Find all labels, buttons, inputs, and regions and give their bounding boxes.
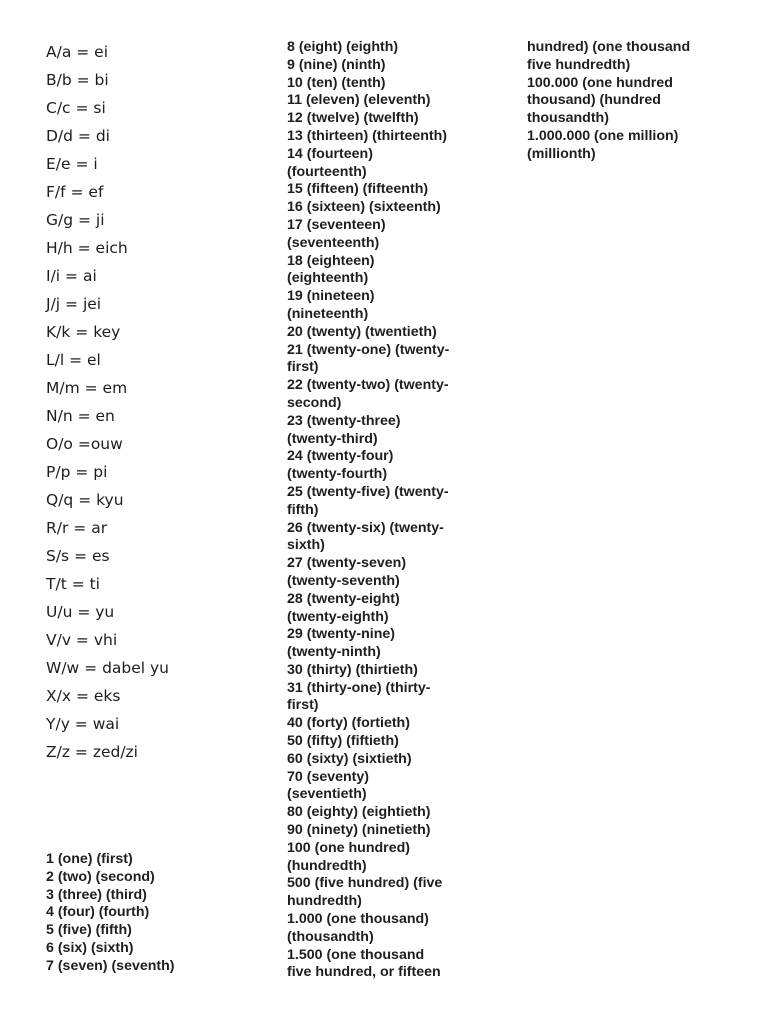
number-entry: 14 (fourteen)	[287, 145, 373, 162]
alphabet-entry: T/t = ti	[46, 575, 100, 593]
number-entry: 100 (one hundred)	[287, 839, 410, 856]
number-entry: 25 (twenty-five) (twenty-	[287, 483, 449, 500]
alphabet-entry: R/r = ar	[46, 519, 108, 537]
number-entry: first)	[287, 697, 319, 714]
alphabet-entry: C/c = si	[46, 99, 106, 117]
number-entry: 1.500 (one thousand	[287, 946, 425, 963]
alphabet-entry: I/i = ai	[46, 267, 97, 285]
number-entry: 2 (two) (second)	[46, 868, 155, 885]
alphabet-entry: Q/q = kyu	[46, 491, 124, 509]
number-entry: (thousandth)	[287, 928, 374, 945]
number-entry: 500 (five hundred) (five	[287, 875, 443, 892]
alphabet-entry: B/b = bi	[46, 71, 109, 89]
number-entry: (twenty-third)	[287, 430, 378, 447]
number-entry: 3 (three) (third)	[46, 886, 147, 903]
number-entry: 50 (fifty) (fiftieth)	[287, 733, 399, 750]
number-entry: 23 (twenty-three)	[287, 412, 401, 429]
number-entry: 28 (twenty-eight)	[287, 590, 400, 607]
number-entry: 16 (sixteen) (sixteenth)	[287, 199, 441, 216]
number-entry: 21 (twenty-one) (twenty-	[287, 341, 450, 358]
number-entry: (twenty-fourth)	[287, 466, 388, 483]
number-entry: 60 (sixty) (sixtieth)	[287, 750, 412, 767]
number-entry: fifth)	[287, 501, 319, 518]
numbers-list-column-1	[46, 851, 266, 976]
number-entry: (millionth)	[527, 145, 596, 162]
alphabet-entry: M/m = em	[46, 379, 128, 397]
number-entry: 100.000 (one hundred	[527, 74, 673, 91]
number-entry: hundredth)	[287, 893, 362, 910]
alphabet-entry: K/k = key	[46, 323, 121, 341]
number-entry: 31 (thirty-one) (thirty-	[287, 679, 431, 696]
alphabet-entry: S/s = es	[46, 547, 110, 565]
number-entry: 18 (eighteen)	[287, 252, 375, 269]
number-entry: 90 (ninety) (ninetieth)	[287, 822, 431, 839]
number-entry: 29 (twenty-nine)	[287, 626, 395, 643]
alphabet-entry: E/e = i	[46, 155, 98, 173]
alphabet-entry: U/u = yu	[46, 603, 115, 621]
number-entry: 17 (seventeen)	[287, 216, 386, 233]
number-entry: 10 (ten) (tenth)	[287, 74, 386, 91]
alphabet-entry: Z/z = zed/zi	[46, 743, 138, 761]
alphabet-entry: O/o =ouw	[46, 435, 123, 453]
number-entry: 22 (twenty-two) (twenty-	[287, 377, 449, 394]
number-entry: (nineteenth)	[287, 305, 369, 322]
number-entry: 6 (six) (sixth)	[46, 939, 134, 956]
number-entry: 13 (thirteen) (thirteenth)	[287, 127, 448, 144]
number-entry: 1.000.000 (one million)	[527, 127, 679, 144]
number-entry: 15 (fifteen) (fifteenth)	[287, 181, 429, 198]
number-entry: 7 (seven) (seventh)	[46, 957, 175, 974]
number-entry: thousand) (hundred	[527, 92, 661, 109]
number-entry: (seventieth)	[287, 786, 367, 803]
number-entry: five hundred, or fifteen	[287, 964, 441, 981]
number-entry: five hundredth)	[527, 56, 631, 73]
alphabet-entry: H/h = eich	[46, 239, 128, 257]
number-entry: 8 (eight) (eighth)	[287, 39, 399, 55]
alphabet-entry: A/a = ei	[46, 43, 109, 61]
alphabet-entry: W/w = dabel yu	[46, 659, 170, 677]
alphabet-entry: P/p = pi	[46, 463, 108, 481]
alphabet-entry: V/v = vhi	[46, 631, 118, 649]
number-entry: 80 (eighty) (eightieth)	[287, 804, 431, 821]
number-entry: 40 (forty) (fortieth)	[287, 715, 410, 732]
number-entry: (twenty-ninth)	[287, 644, 381, 661]
number-entry: 12 (twelve) (twelfth)	[287, 110, 419, 127]
number-entry: hundred) (one thousand	[527, 39, 691, 55]
alphabet-entry: D/d = di	[46, 127, 110, 145]
number-entry: 70 (seventy)	[287, 768, 370, 785]
number-entry: 5 (five) (fifth)	[46, 922, 132, 939]
number-entry: (twenty-seventh)	[287, 572, 400, 589]
alphabet-entry: Y/y = wai	[46, 715, 120, 733]
number-entry: 26 (twenty-six) (twenty-	[287, 519, 444, 536]
number-entry: second)	[287, 394, 342, 411]
number-entry: 11 (eleven) (eleventh)	[287, 92, 431, 109]
number-entry: 20 (twenty) (twentieth)	[287, 323, 437, 340]
number-entry: sixth)	[287, 537, 325, 554]
alphabet-entry: F/f = ef	[46, 183, 104, 201]
number-entry: 27 (twenty-seven)	[287, 555, 407, 572]
number-entry: (twenty-eighth)	[287, 608, 389, 625]
numbers-list-column-3	[527, 39, 737, 164]
numbers-list-column-2	[287, 39, 487, 982]
number-entry: 24 (twenty-four)	[287, 448, 394, 465]
alphabet-entry: L/l = el	[46, 351, 101, 369]
number-entry: 19 (nineteen)	[287, 288, 375, 305]
number-entry: thousandth)	[527, 110, 609, 127]
alphabet-entry: N/n = en	[46, 407, 115, 425]
number-entry: (fourteenth)	[287, 163, 367, 180]
number-entry: (seventeenth)	[287, 234, 380, 251]
number-entry: 1.000 (one thousand)	[287, 911, 429, 928]
number-entry: 4 (four) (fourth)	[46, 904, 150, 921]
number-entry: first)	[287, 359, 319, 376]
alphabet-entry: G/g = ji	[46, 211, 105, 229]
number-entry: 30 (thirty) (thirtieth)	[287, 661, 418, 678]
number-entry: (eighteenth)	[287, 270, 369, 287]
number-entry: 1 (one) (first)	[46, 851, 133, 867]
number-entry: (hundredth)	[287, 857, 367, 874]
alphabet-entry: J/j = jei	[46, 295, 102, 313]
number-entry: 9 (nine) (ninth)	[287, 56, 386, 73]
alphabet-list	[46, 38, 266, 766]
alphabet-entry: X/x = eks	[46, 687, 121, 705]
